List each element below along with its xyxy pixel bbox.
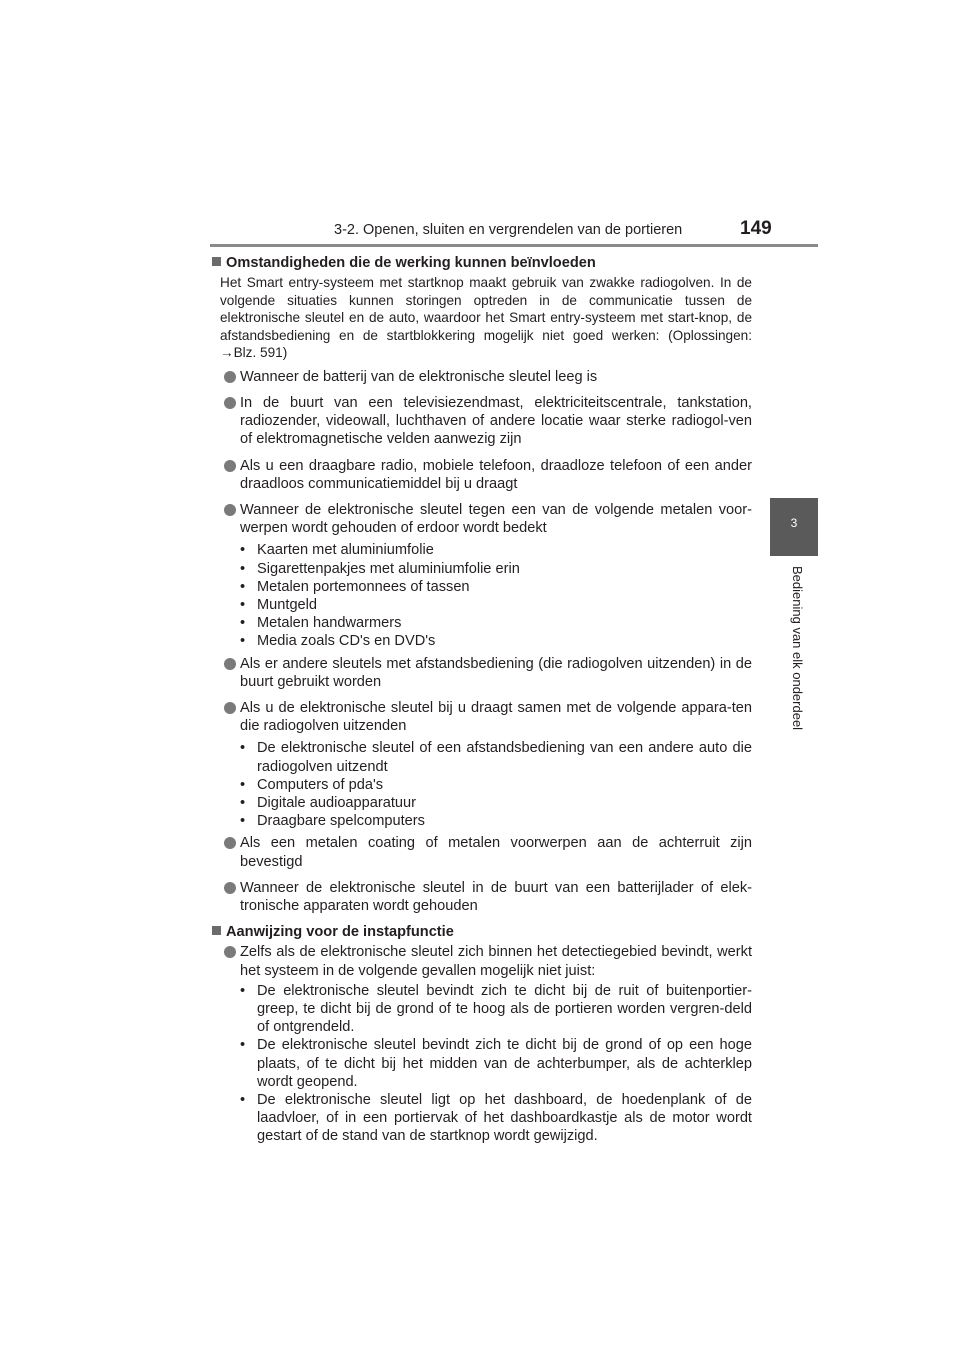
sub-list (240, 541, 752, 650)
circle-bullet-icon (224, 371, 236, 383)
list-item (224, 501, 752, 537)
list-item-text: Als een metalen coating of metalen voorwerpen aan de achterruit zijn bevestigd (240, 835, 752, 870)
sub-list-item: • Metalen handwarmers (240, 615, 402, 632)
section-intro: Het Smart entry-systeem met startknop maakt gebruik van zwakke radiogolven. In de volgende situaties kunnen storingen optreden in de communicatie tussen de elektronische sleutel en de auto, waardoor het Smart entry-systeem met start-knop, de afstandsbediening en de startblokkering mogelijk niet goed werken: (Oplossingen: →Blz. 591) (220, 275, 752, 361)
list-item-text: Als u de elektronische sleutel bij u draagt samen met de volgende appara-ten die radiogolven uitzenden (240, 699, 752, 735)
sub-list-item: • Computers of pda's (240, 776, 384, 793)
chapter-title: 3-2. Openen, sluiten en vergrendelen van de portieren (334, 222, 683, 238)
square-bullet-icon (212, 257, 221, 266)
section-entry-function (212, 923, 752, 1149)
list-item (224, 655, 752, 691)
list-item-text: Wanneer de elektronische sleutel in de buurt van een batterijlader of elek-tronische apparaten wordt gehouden (240, 879, 752, 914)
circle-bullet-icon (224, 460, 236, 472)
circle-bullet-icon (224, 504, 236, 516)
circle-bullet-icon (224, 837, 236, 849)
page-number: 149 (740, 218, 772, 239)
circle-bullet-icon (224, 397, 236, 409)
sub-list-item: • De elektronische sleutel of een afstandsbediening van een andere auto die radiogolven uitzendt (240, 740, 752, 775)
sub-list-item: • Kaarten met aluminiumfolie (240, 542, 434, 559)
list-item (224, 699, 752, 735)
circle-bullet-icon (224, 946, 236, 958)
sub-list-item: • De elektronische sleutel ligt op het dashboard, de hoedenplank of de laadvloer, of in een portiervak of het dashboardkastje als de motor wordt gestart of de stand van de startknop wordt gewijzigd. (240, 1092, 752, 1145)
header-divider (210, 244, 818, 247)
list-item-text: Wanneer de batterij van de elektronische sleutel leeg is (240, 368, 598, 385)
circle-bullet-icon (224, 882, 236, 894)
sub-list-item: • De elektronische sleutel bevindt zich te dicht bij de ruit of buitenportier-greep, te dicht bij de grond of te hoog als de portieren worden vergren-deld of ontgrendeld. (240, 982, 752, 1036)
circle-bullet-icon (224, 702, 236, 714)
sub-list-item: • De elektronische sleutel bevindt zich te dicht bij de grond of op een hoge plaats, of te dicht bij het midden van de achterbumper, als de achterklep wordt geopend. (240, 1037, 752, 1090)
list-item-text: Als er andere sleutels met afstandsbediening (die radiogolven uitzenden) in de buurt gebruikt worden (240, 655, 752, 690)
section-heading (212, 254, 752, 272)
list-item (224, 394, 752, 449)
sub-list-item: • Digitale audioapparatuur (240, 794, 417, 811)
chapter-tab-number: 3 (790, 516, 798, 530)
sub-list-item: • Sigarettenpakjes met aluminiumfolie erin (240, 560, 520, 577)
chapter-side-label: Bediening van elk onderdeel (790, 566, 805, 731)
list-item-text: Als u een draagbare radio, mobiele telefoon, draadloze telefoon of een ander draadloos communicatiemiddel bij u draagt (240, 457, 752, 492)
list-item-text: Zelfs als de elektronische sleutel zich binnen het detectiegebied bevindt, werkt het systeem in de volgende gevallen mogelijk niet juist: (240, 944, 752, 979)
square-bullet-icon (212, 926, 221, 935)
sub-list-item: • Muntgeld (240, 596, 318, 613)
section-heading (212, 923, 752, 941)
section-heading-text: Aanwijzing voor de instapfunctie (226, 924, 454, 941)
sub-list (240, 982, 752, 1146)
sub-list-item: • Draagbare spelcomputers (240, 813, 425, 830)
sub-list (240, 739, 752, 830)
section-heading-text: Omstandigheden die de werking kunnen beïnvloeden (226, 255, 596, 271)
list-item (224, 834, 752, 870)
sub-list-item: • Media zoals CD's en DVD's (240, 633, 436, 650)
chapter-tab (770, 498, 818, 556)
list-item (224, 943, 752, 1149)
list-item (224, 457, 752, 493)
list-item-text: In de buurt van een televisiezendmast, elektriciteitscentrale, tankstation, radiozender, videowall, luchthaven of andere locatie waar sterke radiogol-ven of elektromagnetische velden aanwezig zijn (240, 394, 752, 448)
list-item (224, 879, 752, 915)
section-conditions (212, 254, 752, 915)
page-content (212, 254, 752, 1158)
sub-list-item: • Metalen portemonnees of tassen (240, 578, 470, 595)
list-item (224, 368, 752, 386)
circle-bullet-icon (224, 658, 236, 670)
list-item-text: Wanneer de elektronische sleutel tegen een van de volgende metalen voor-werpen wordt gehouden of erdoor wordt bedekt (240, 501, 752, 537)
page-header (210, 212, 818, 246)
